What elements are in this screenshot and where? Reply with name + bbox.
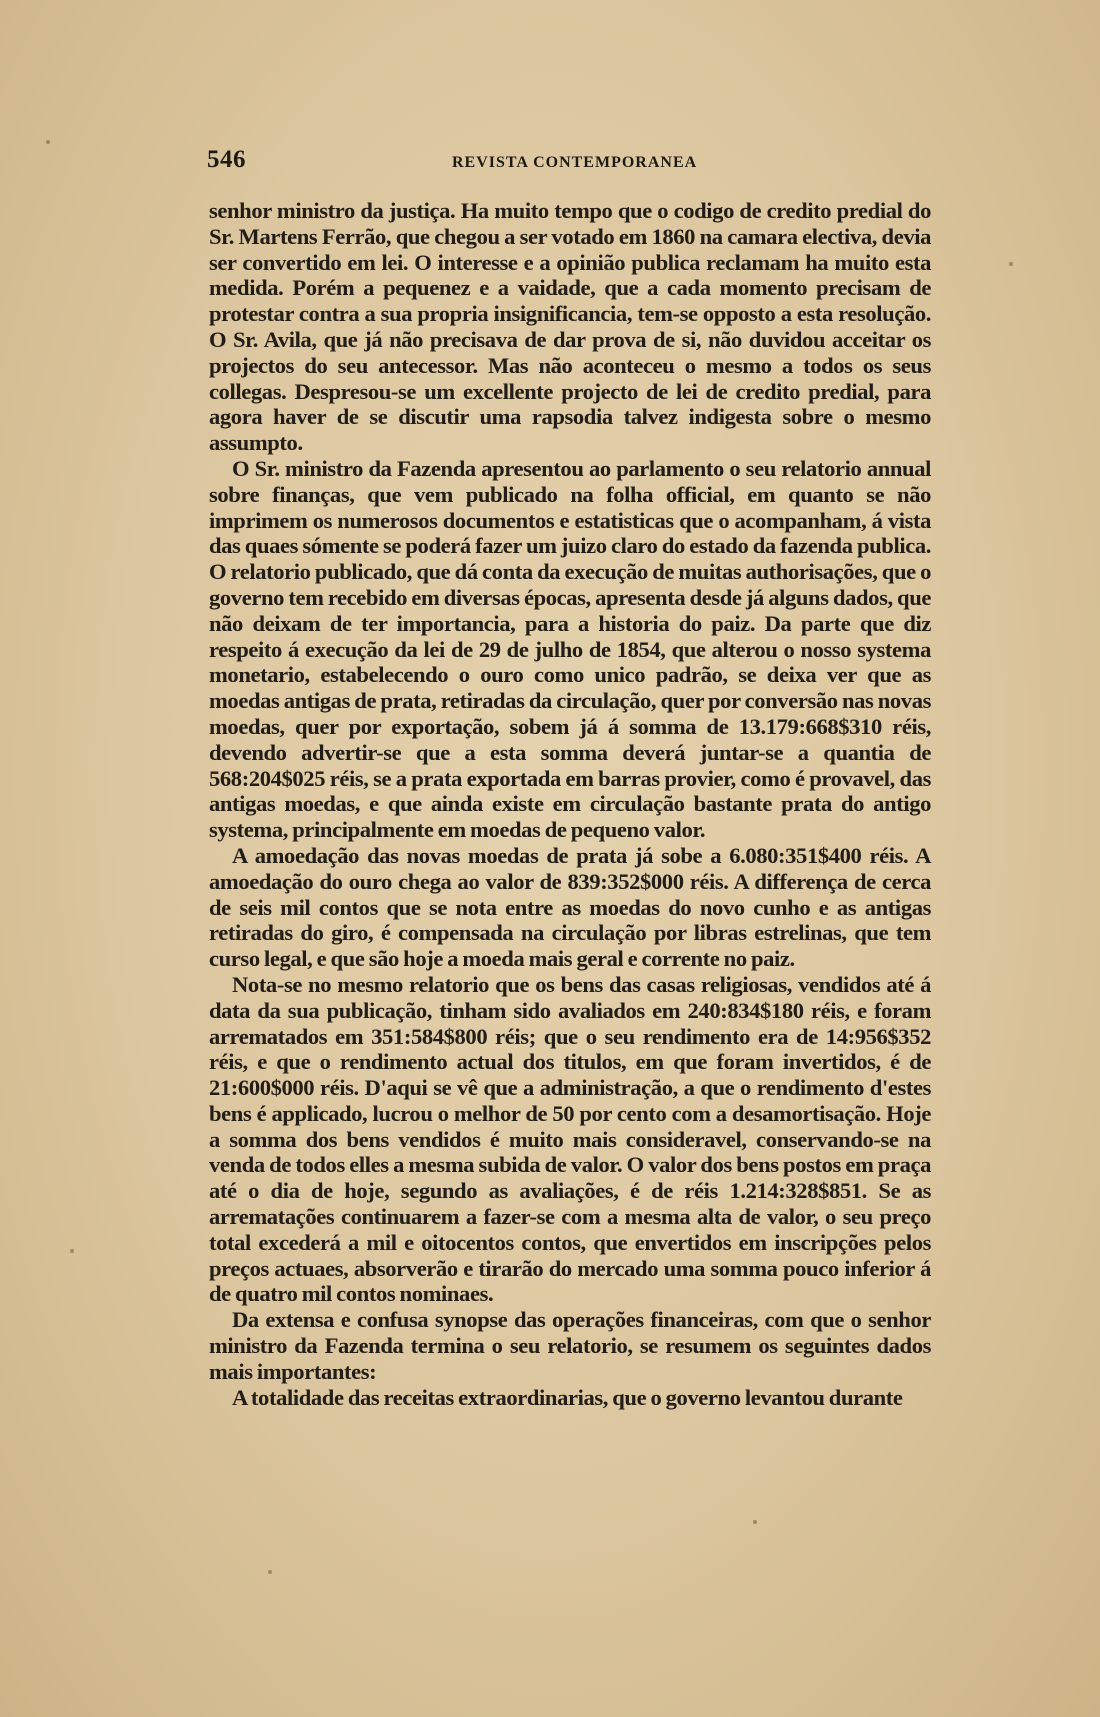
paper-speck [70,1249,74,1253]
paragraph: Nota-se no mesmo relatorio que os bens das casas religiosas, vendidos até á data da sua publicação, tinham sido avaliados em 240:834$180 réis, e foram arrematados em 351:584$800 réis; que o seu rendimento era de 14:956$352 réis, e que o rendimento actual dos titulos, em que foram invertidos, é de 21:600$000 réis. D'aqui se vê que a administração, a que o rendimento d'estes bens é applicado, lucrou o melhor de 50 por cento com a desamortisação. Hoje a somma dos bens vendidos é muito mais consideravel, conservando-se na venda de todos elles a mesma subida de valor. O valor dos bens postos em praça até o dia de hoje, segundo as avaliações, é de réis 1.214:328$851. Se as arrematações continuarem a fazer-se com a mesma alta de valor, o seu preço total excederá a mil e oitocentos contos, que envertidos em inscripções pelos preços actuaes, absorverão e tirarão do mercado uma somma pouco inferior á de quatro mil contos nominaes. [209,971,931,1307]
paragraph: O Sr. ministro da Fazenda apresentou ao parlamento o seu relatorio annual sobre finanças, que vem publicado na folha official, em quanto se não imprimem os numerosos documentos e estatisticas que o acompanham, á vista das quaes sómente se poderá fazer um juizo claro do estado da fazenda publica. O relatorio publicado, que dá conta da execução de muitas authorisações, que o governo tem recebido em diversas épocas, apresenta desde já alguns dados, que não deixam de ter importancia, para a historia do paiz. Da parte que diz respeito á execução da lei de 29 de julho de 1854, que alterou o nosso systema monetario, estabelecendo o ouro como unico padrão, se deixa ver que as moedas antigas de prata, retiradas da circulação, quer por conversão nas novas moedas, quer por exportação, sobem já á somma de 13.179:668$310 réis, devendo advertir-se que a esta somma deverá juntar-se a quantia de 568:204$025 réis, se a prata exportada em barras provier, como é provavel, das antigas moedas, e que ainda existe em circulação bastante prata do antigo systema, principalmente em moedas de pequeno valor. [209,455,931,843]
paper-speck [1009,262,1013,266]
page-number: 546 [207,146,246,173]
running-title: REVISTA CONTEMPORANEA [452,154,698,171]
paragraph: Da extensa e confusa synopse das operações financeiras, com que o senhor ministro da Fazenda termina o seu relatorio, se resumem os seguintes dados mais importantes: [209,1307,931,1384]
article-body [209,198,931,1410]
page-header [207,146,930,180]
paragraph: A amoedação das novas moedas de prata já sobe a 6.080:351$400 réis. A amoedação do ouro chega ao valor de 839:352$000 réis. A differença de cerca de seis mil contos que se nota entre as moedas do novo cunho e as antigas retiradas do giro, é compensada na circulação por libras estrelinas, que tem curso legal, e que são hoje a moeda mais geral e corrente no paiz. [209,842,931,972]
paper-speck [46,140,50,144]
paragraph: A totalidade das receitas extraordinarias, que o governo levantou durante [232,1384,903,1410]
paper-speck [268,1570,272,1574]
paragraph: senhor ministro da justiça. Ha muito tempo que o codigo de credito predial do Sr. Martens Ferrão, que chegou a ser votado em 1860 na camara electiva, devia ser convertido em lei. O interesse e a opinião publica reclamam ha muito esta medida. Porém a pequenez e a vaidade, que a cada momento precisam de protestar contra a sua propria insignificancia, tem-se opposto a esta resolução. O Sr. Avila, que já não precisava de dar prova de si, não duvidou acceitar os projectos do seu antecessor. Mas não aconteceu o mesmo a todos os seus collegas. Despresou-se um excellente projecto de lei de credito predial, para agora haver de se discutir uma rapsodia talvez indigesta sobre o mesmo assumpto. [209,198,931,456]
paper-speck [753,1520,757,1524]
